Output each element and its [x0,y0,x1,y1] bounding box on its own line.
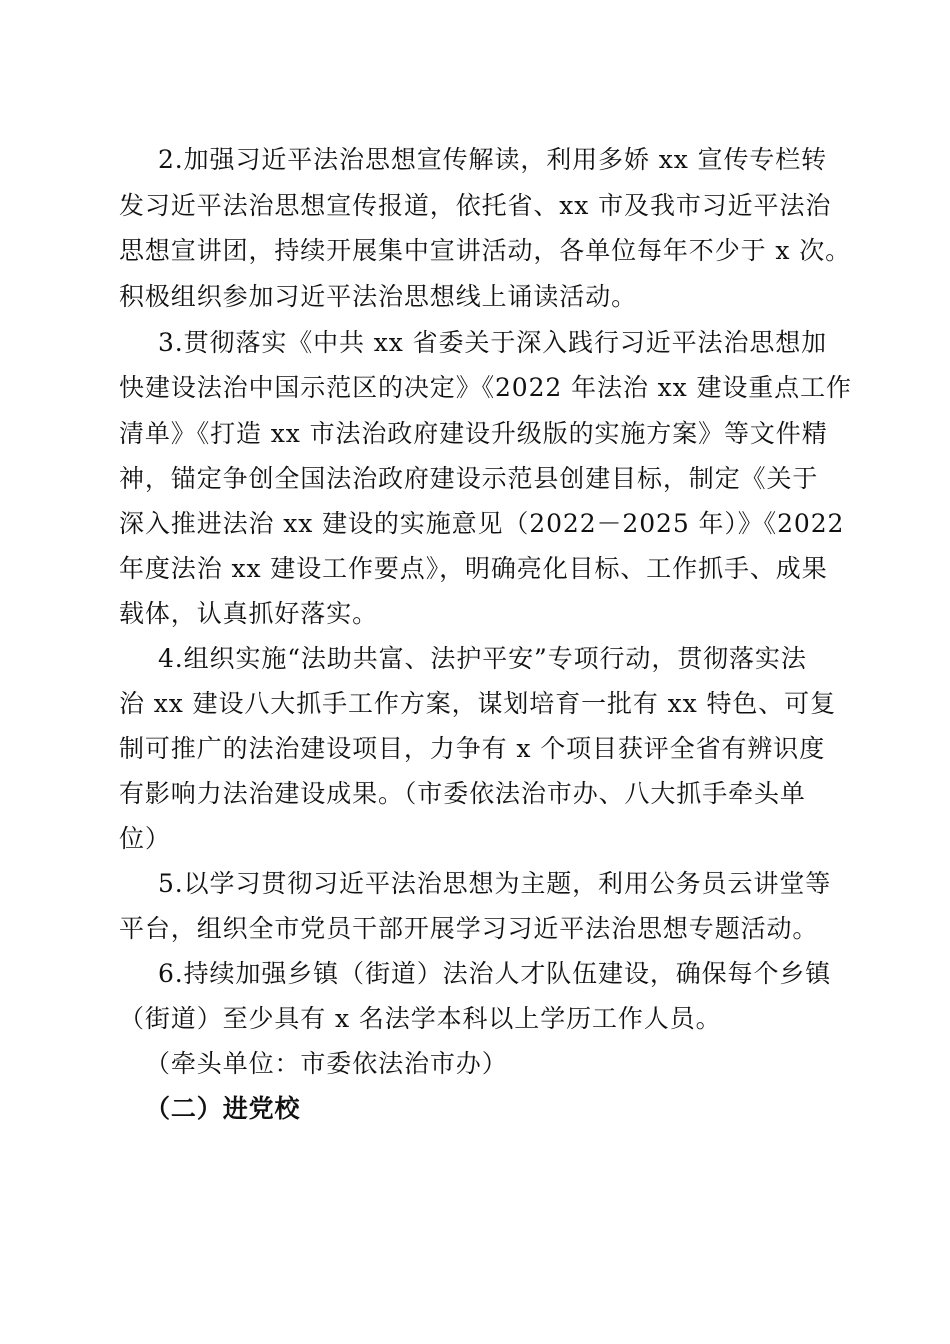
paragraph-2-line-1: 2.加强习近平法治思想宣传解读，利用多娇 xx 宣传专栏转 [158,145,828,174]
paragraph-4-line-5: 位） [119,824,171,853]
paragraph-3-line-4: 神，锚定争创全国法治政府建设示范县创建目标，制定《关于 [119,464,819,493]
lead-unit-note: （牵头单位：市委依法治市办） [145,1049,508,1078]
paragraph-2-line-4: 积极组织参加习近平法治思想线上诵读活动。 [119,282,638,311]
paragraph-3-line-3: 清单》《打造 xx 市法治政府建设升级版的实施方案》等文件精 [119,419,828,448]
paragraph-6-line-1: 6.持续加强乡镇（街道）法治人才队伍建设，确保每个乡镇 [158,959,832,988]
paragraph-3-line-6: 年度法治 xx 建设工作要点》，明确亮化目标、工作抓手、成果 [119,554,828,583]
paragraph-3-line-7: 载体，认真抓好落实。 [119,599,379,628]
paragraph-3-line-5: 深入推进法治 xx 建设的实施意见（2022－2025 年）》《2022 [119,509,845,538]
paragraph-4-line-3: 制可推广的法治建设项目，力争有 x 个项目获评全省有辨识度 [119,734,826,763]
paragraph-3-line-1: 3.贯彻落实《中共 xx 省委关于深入践行习近平法治思想加 [158,328,828,357]
paragraph-2-line-2: 发习近平法治思想宣传报道，依托省、xx 市及我市习近平法治 [119,191,832,220]
paragraph-4-line-4: 有影响力法治建设成果。（市委依法治市办、八大抓手牵头单 [119,779,806,808]
paragraph-4-line-1: 4.组织实施“法助共富、法护平安”专项行动，贯彻落实法 [158,644,807,673]
paragraph-5-line-2: 平台，组织全市党员干部开展学习习近平法治思想专题活动。 [119,914,819,943]
section-heading: （二）进党校 [145,1094,301,1123]
paragraph-2-line-3: 思想宣讲团，持续开展集中宣讲活动，各单位每年不少于 x 次。 [119,236,851,265]
paragraph-6-line-2: （街道）至少具有 x 名法学本科以上学历工作人员。 [119,1004,722,1033]
paragraph-3-line-2: 快建设法治中国示范区的决定》《2022 年法治 xx 建设重点工作 [119,373,852,402]
paragraph-4-line-2: 治 xx 建设八大抓手工作方案，谋划培育一批有 xx 特色、可复 [119,689,836,718]
paragraph-5-line-1: 5.以学习贯彻习近平法治思想为主题，利用公务员云讲堂等 [158,869,832,898]
